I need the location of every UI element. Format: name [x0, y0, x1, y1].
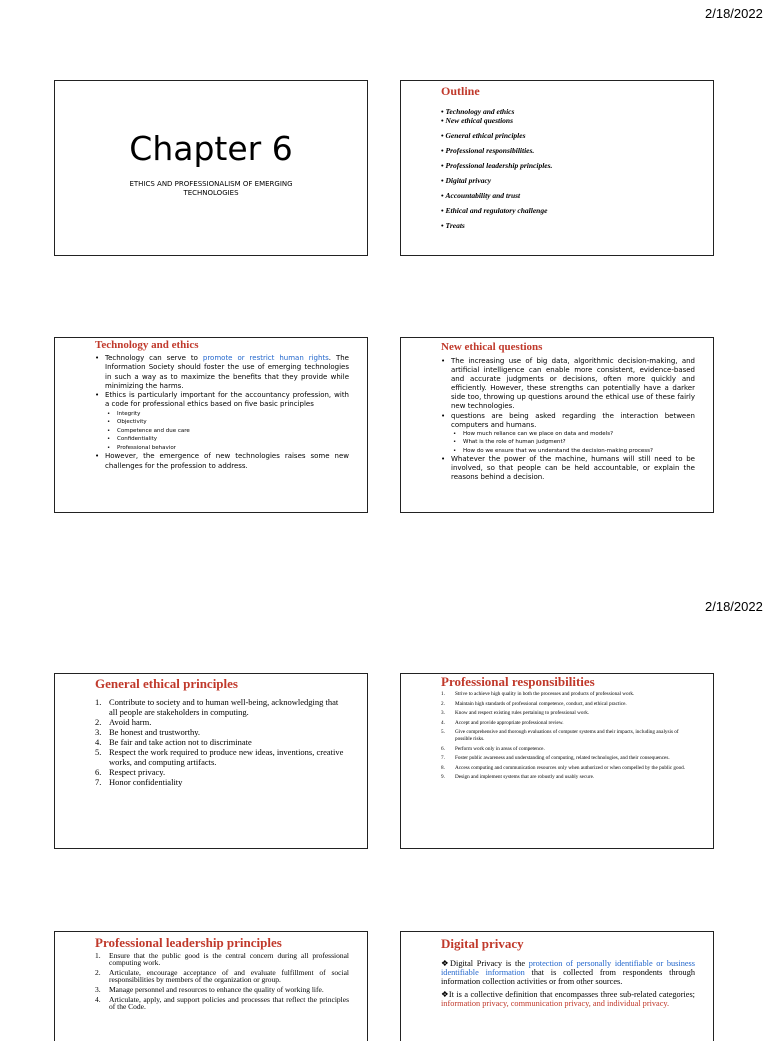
list-item: 7. Foster public awareness and understanding of computing, related technologies, and their consequences. [441, 755, 670, 762]
bullet: • Technology can serve to promote or restrict human rights. The Information Society should foster the use of emerging technologies in such a way as to maximize the benefits that they provide while minimizing the harms. [95, 354, 349, 391]
list-item: 4. Accept and provide appropriate professional review. [441, 719, 564, 726]
list-item: 6. Respect privacy. [95, 767, 166, 777]
list-item: • Digital privacy [441, 176, 552, 185]
sub-bullet: • Professional behavior [107, 444, 349, 453]
list-item: 1. Strive to achieve high quality in both the processes and products of professional work. [441, 691, 635, 697]
new-questions-slide [400, 337, 714, 513]
sub-bullet: • Objectivity [107, 418, 349, 427]
bullet: • Whatever the power of the machine, humans will still need to be involved, so that people can be held accountable, or explain the reasons behind a decision. [441, 455, 695, 482]
list-item: 5. Respect the work required to produce new ideas, inventions, creative works, and computing artifacts. [95, 747, 344, 767]
general-title: General ethical principles [95, 676, 238, 691]
highlight-text: promote or restrict human rights [202, 354, 329, 362]
tech-ethics-slide [54, 337, 368, 513]
bullet: • Ethics is particularly important for the accountancy profession, with a code for professional ethics based on five basic principles [95, 391, 349, 410]
list-item: 2. Articulate, encourage acceptance of and evaluate fulfillment of social responsibilities by members of the organization or group. [95, 968, 349, 984]
outline-slide [400, 80, 714, 256]
list-item: 4. Be fair and take action not to discriminate [95, 737, 252, 747]
sub-bullet: • How do we ensure that we understand the decision-making process? [453, 447, 695, 456]
leadership-title: Professional leadership principles [95, 935, 282, 950]
chapter-title: Chapter 6 [129, 129, 293, 168]
list-item: 7. Honor confidentiality [95, 777, 183, 787]
chapter-subtitle: ETHICS AND PROFESSIONALISM OF EMERGING TECHNOLOGIES [129, 180, 293, 197]
sub-list [95, 410, 349, 453]
title-slide [54, 80, 368, 256]
list-item: 3. Be honest and trustworthy. [95, 727, 201, 737]
diamond-bullet-icon: ❖ [441, 959, 451, 968]
bullet: • The increasing use of big data, algorithmic decision-making, and artificial intelligence can enable more consistent, evidence-based and accurate judgments or decisions, often more quickly and efficiently. However, these strengths can potentially have a darker side too, throwing up questions around the ethical use of these fairly new technologies. [441, 357, 695, 412]
new-questions-title: New ethical questions [441, 341, 543, 353]
privacy-title: Digital privacy [441, 936, 524, 951]
diamond-bullet-icon: ❖ [441, 990, 449, 999]
list-item: 2. Maintain high standards of professional competence, conduct, and ethical practice. [441, 700, 627, 707]
new-questions-body [441, 357, 695, 483]
bullet: • However, the emergence of new technologies raises some new challenges for the profession to address. [95, 452, 349, 471]
privacy-paragraph: ❖Digital Privacy is the protection of personally identifiable or business identifiable information that is collected from respondents through information collection activities or from other sources. [441, 959, 695, 986]
tech-ethics-body [95, 354, 349, 471]
sub-bullet: • How much reliance can we place on data and models? [453, 430, 695, 439]
list-item: 3. Manage personnel and resources to enhance the quality of working life. [95, 985, 324, 994]
outline-list [441, 107, 552, 236]
responsibilities-title: Professional responsibilities [441, 674, 595, 689]
list-item: 3. Know and respect existing rules pertaining to professional work. [441, 710, 590, 717]
list-item: • Ethical and regulatory challenge [441, 206, 552, 215]
list-item: • Treats [441, 221, 552, 230]
bullet: • questions are being asked regarding the interaction between computers and humans. [441, 412, 695, 430]
leadership-list [95, 952, 349, 1010]
list-item: 6. Perform work only in areas of competence. [441, 745, 545, 752]
general-list [95, 697, 345, 787]
outline-title: Outline [441, 84, 480, 98]
sub-bullet: • What is the role of human judgment? [453, 438, 695, 447]
list-item: 2. Avoid harm. [95, 717, 152, 727]
responsibilities-slide [400, 673, 714, 849]
responsibilities-list [441, 691, 695, 781]
page-date: 2/18/2022 [705, 6, 763, 21]
list-item: 5. Give comprehensive and thorough evaluations of computer systems and their impacts, including analysis of possible risks. [441, 729, 679, 742]
highlight-text: protection of personally identifiable or business identifiable information [441, 959, 695, 977]
privacy-body [441, 959, 695, 1008]
list-item: • Technology and ethics [441, 107, 552, 116]
list-item: 4. Articulate, apply, and support policies and processes that reflect the principles of the Code. [95, 995, 349, 1011]
list-item: • New ethical questions [441, 116, 552, 125]
sub-bullet: • Competence and due care [107, 427, 349, 436]
list-item: 9. Design and implement systems that are robustly and usably secure. [441, 774, 595, 781]
general-principles-slide [54, 673, 368, 849]
list-item: 1. Ensure that the public good is the central concern during all professional computing work. [95, 951, 349, 967]
list-item: • Accountability and trust [441, 191, 552, 200]
list-item: 1. Contribute to society and to human well-being, acknowledging that all people are stakeholders in computing. [95, 697, 339, 717]
privacy-paragraph: ❖It is a collective definition that encompasses three sub-related categories; information privacy, communication privacy, and individual privacy. [441, 990, 695, 1008]
highlight-text: information privacy, communication privacy, and individual privacy. [441, 999, 670, 1008]
list-item: 8. Access computing and communication resources only when authorized or when compelled by the public good. [441, 764, 686, 771]
list-item: • Professional responsibilities. [441, 146, 552, 155]
list-item: • General ethical principles [441, 131, 552, 140]
page-date: 2/18/2022 [705, 599, 763, 614]
sub-bullet: • Integrity [107, 410, 349, 419]
list-item: • Professional leadership principles. [441, 161, 552, 170]
privacy-slide [400, 931, 714, 1041]
sub-bullet: • Confidentiality [107, 435, 349, 444]
tech-ethics-title: Technology and ethics [95, 339, 199, 351]
sub-list [441, 430, 695, 456]
leadership-slide [54, 931, 368, 1041]
